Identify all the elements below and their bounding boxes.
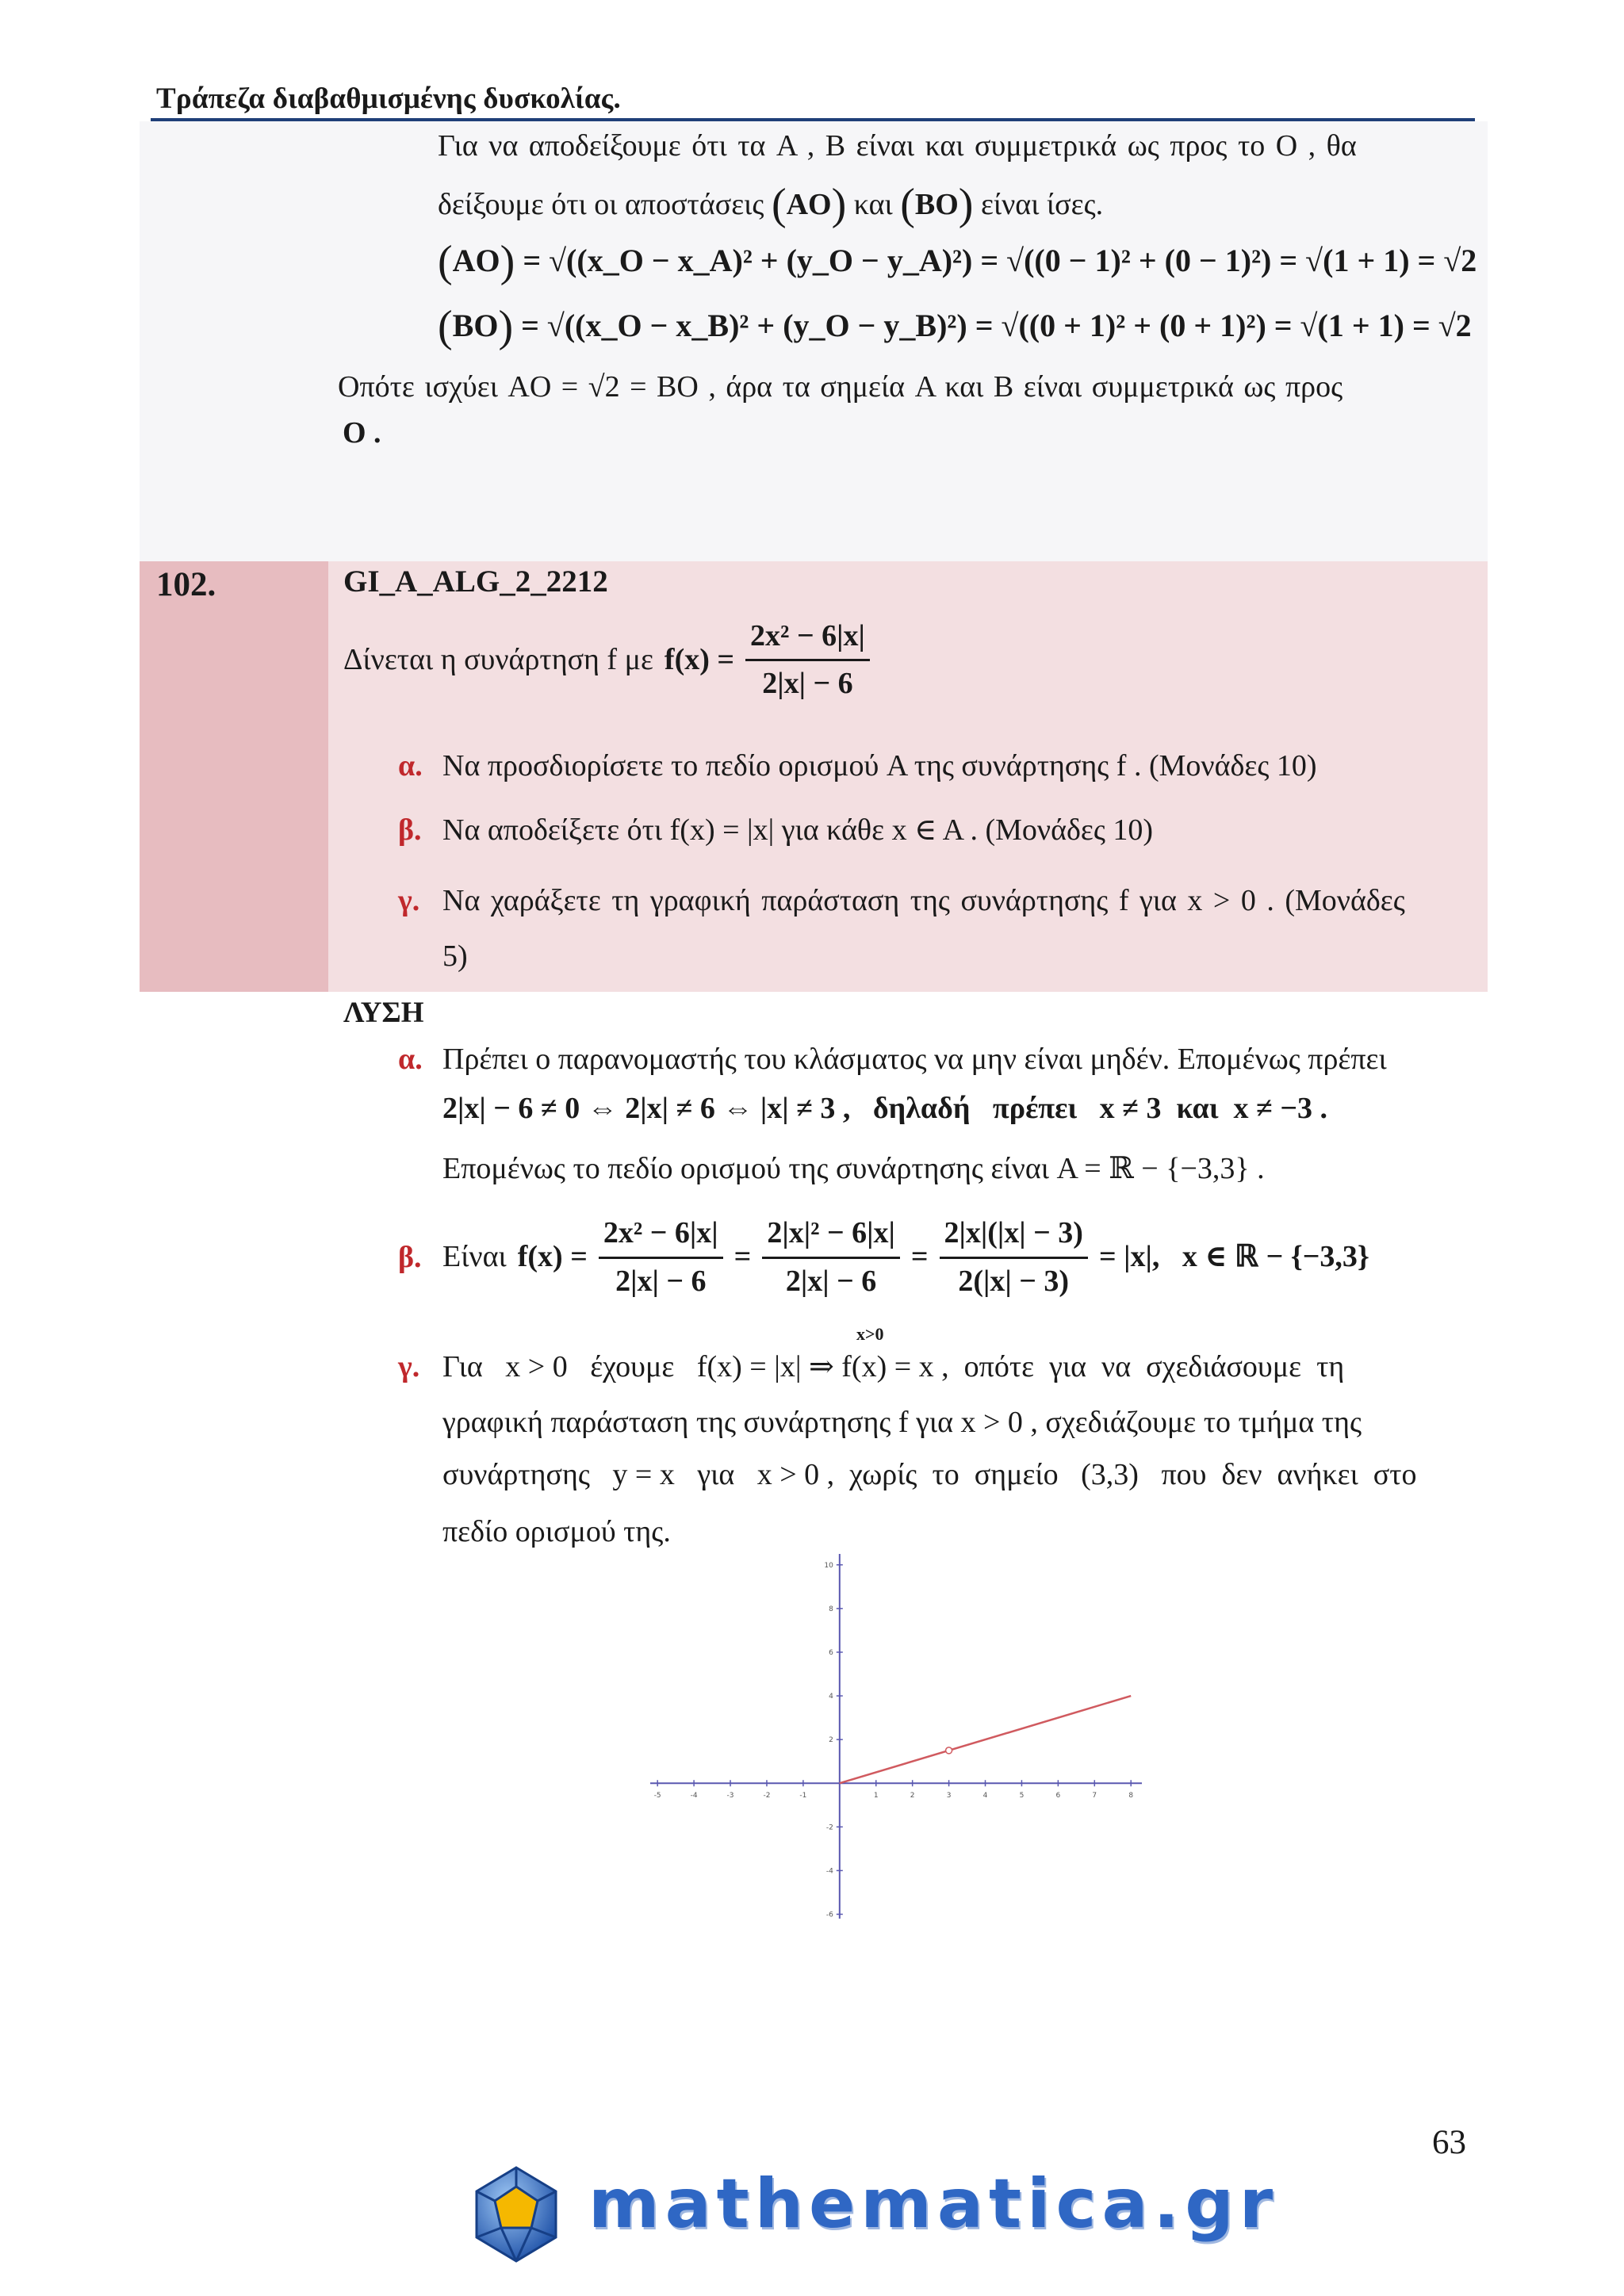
exercise-item-b (398, 811, 422, 850)
y-tick-label: -4 (825, 1867, 833, 1876)
previous-text-line-2: δείξουμε ότι οι αποστάσεις (AO) και (BO) είναι ίσες. (438, 180, 1104, 229)
page-number: 63 (1432, 2124, 1466, 2161)
solution-b-label: β. (398, 1241, 422, 1274)
exercise-item-c (398, 882, 419, 920)
x-tick-label: 2 (910, 1792, 915, 1800)
distance-bo-label: BO (914, 188, 959, 221)
solution-b-fx: f(x) = (517, 1240, 588, 1274)
solution-title: ΛΥΣΗ (343, 997, 424, 1029)
previous-line-2-mid: και (853, 188, 893, 221)
solution-a-line-3: Επομένως το πεδίο ορισμού της συνάρτησης είναι A = ℝ − {−3,3} . (442, 1152, 1265, 1185)
polyhedron-logo-icon (465, 2163, 568, 2266)
running-header: Τράπεζα διαβαθμισμένης δυσκολίας. (156, 82, 621, 115)
solution-b-fraction-3 (940, 1214, 1088, 1301)
equation-bo-rhs: = √((x_O − x_B)² + (y_O − y_B)²) = √((0 + 1)² + (0 + 1)²) = √(1 + 1) = √2 (521, 308, 1472, 343)
equation-ao-label: AO (452, 243, 500, 278)
fraction-denominator: 2(|x| − 3) (958, 1264, 1070, 1298)
solution-b-fraction-2 (762, 1214, 900, 1301)
exercise-code: GI_A_ALG_2_2212 (343, 564, 608, 599)
solution-c-line-4: πεδίο ορισμού της. (442, 1515, 671, 1548)
equation-bo: (BO) = √((x_O − x_B)² + (y_O − y_B)²) = √((0 + 1)² + (0 + 1)²) = √(1 + 1) = √2 (438, 302, 1472, 351)
y-tick-label: 6 (829, 1648, 833, 1657)
previous-line-2-pre: δείξουμε ότι οι αποστάσεις (438, 188, 764, 221)
exercise-number-cell (140, 561, 328, 992)
exercise-item-text: Να χαράξετε τη γραφική παράσταση της συνάρτησης f για x > 0 . (Μονάδες (442, 884, 1405, 917)
exercise-fx: f(x) = (664, 643, 735, 677)
equation-ao: (AO) = √((x_O − x_A)² + (y_O − y_A)²) = √((0 − 1)² + (0 − 1)²) = √(1 + 1) = √2 (438, 237, 1477, 286)
y-tick-label: 4 (829, 1693, 833, 1701)
x-tick-label: 8 (1128, 1792, 1134, 1800)
x-tick-label: 1 (873, 1792, 879, 1800)
equation-bo-label: BO (452, 308, 499, 343)
previous-text-line-1: Για να αποδείξουμε ότι τα A , B είναι και συμμετρικά ως προς το O , θα (438, 129, 1357, 163)
x-tick-label: -1 (799, 1792, 807, 1800)
exercise-item-label: β. (398, 813, 422, 847)
x-tick-label: -4 (690, 1792, 698, 1800)
exercise-item-label: γ. (398, 884, 420, 917)
solution-b-fraction-1 (599, 1214, 723, 1301)
fraction-denominator: 2|x| − 6 (785, 1264, 877, 1298)
x-tick-label: 5 (1019, 1792, 1025, 1800)
exercise-item-continuation: 5) (442, 939, 468, 973)
exercise-item-text: Να προσδιορίσετε το πεδίο ορισμού A της συνάρτησης f . (Μονάδες 10) (442, 749, 1317, 783)
logo-wordmark: mathematica.gr (588, 2164, 1279, 2244)
y-tick-label: -6 (825, 1911, 833, 1919)
x-tick-label: 7 (1092, 1792, 1097, 1800)
y-tick-label: 10 (824, 1561, 833, 1570)
solution-c-line-3: συνάρτησης y = x για x > 0 , χωρίς το σημείο (3,3) που δεν ανήκει στο (442, 1458, 1417, 1491)
solution-b-pre: Είναι (442, 1240, 507, 1274)
solution-b-equation: Είναι f(x) = $\frac{\text{2x² − 6|x|}}{2|x| - 6}$ = $\frac{\text{2|x|² − 6|x|}}{2|x| - 6}$ = $\frac{2|x|(|x| - 3)}{2(|x| - 3)}$ = |x|, x ∈ ℝ − {−3,3} (442, 1202, 1369, 1313)
fraction-numerator: 2|x|² − 6|x| (762, 1214, 900, 1258)
y-tick-label: 8 (829, 1605, 833, 1613)
exercise-item-label: α. (398, 749, 423, 783)
x-tick-label: 4 (982, 1792, 988, 1800)
exercise-item-a (398, 747, 423, 786)
previous-conclusion-line-1: Οπότε ισχύει AO = √2 = BO , άρα τα σημεία A και B είναι συμμετρικά ως προς (338, 370, 1343, 404)
solution-a-line-2: 2|x| − 6 ≠ 0 ⇔ 2|x| ≠ 6 ⇔ |x| ≠ 3 , δηλαδή πρέπει x ≠ 3 και x ≠ −3 . (442, 1092, 1327, 1125)
exercise-fraction (745, 617, 870, 704)
exercise-numerator: 2x² − 6|x| (745, 617, 870, 661)
x-tick-label: -3 (726, 1792, 734, 1800)
fraction-numerator: 2x² − 6|x| (599, 1214, 723, 1258)
exercise-item-text: Να αποδείξετε ότι f(x) = |x| για κάθε x ∈ A . (Μονάδες 10) (442, 813, 1154, 847)
solution-b-tail: = |x|, x ∈ ℝ − {−3,3} (1098, 1240, 1369, 1274)
solution-a-line-1: Πρέπει ο παρανομαστής του κλάσματος να μην είναι μηδέν. Επομένως πρέπει (442, 1043, 1387, 1076)
solution-c-label: γ. (398, 1350, 420, 1383)
exercise-denominator: 2|x| − 6 (762, 667, 853, 701)
x-tick-label: -5 (653, 1792, 661, 1800)
solution-a-label: α. (398, 1043, 423, 1076)
y-tick-label: -2 (825, 1823, 833, 1832)
function-line (840, 1696, 1131, 1783)
function-graph (650, 1554, 1142, 1919)
equation-ao-rhs: = √((x_O − x_A)² + (y_O − y_A)²) = √((0 − 1)² + (0 − 1)²) = √(1 + 1) = √2 (523, 243, 1477, 278)
previous-conclusion-line-2: O . (343, 416, 381, 450)
exercise-intro: Δίνεται η συνάρτηση f με (343, 643, 653, 677)
previous-line-2-post: είναι ίσες. (980, 188, 1104, 221)
y-tick-label: 2 (829, 1736, 833, 1745)
fraction-numerator: 2|x|(|x| − 3) (940, 1214, 1088, 1258)
x-tick-label: 6 (1055, 1792, 1061, 1800)
solution-c-line-1: Για x > 0 έχουμε f(x) = |x| ⇒ f(x) = x , οπότε για να σχεδιάσουμε τη (442, 1350, 1345, 1383)
solution-c-line-2: γραφική παράσταση της συνάρτησης f για x > 0 , σχεδιάζουμε το τμήμα της (442, 1406, 1362, 1439)
exercise-number: 102. (156, 566, 216, 603)
fraction-denominator: 2|x| − 6 (615, 1264, 707, 1298)
exercise-function-definition (343, 617, 870, 704)
x-tick-label: -2 (763, 1792, 771, 1800)
implication-condition: x>0 (856, 1324, 884, 1344)
distance-ao-label: AO (786, 188, 832, 221)
excluded-point (946, 1747, 952, 1754)
x-tick-label: 3 (946, 1792, 952, 1800)
